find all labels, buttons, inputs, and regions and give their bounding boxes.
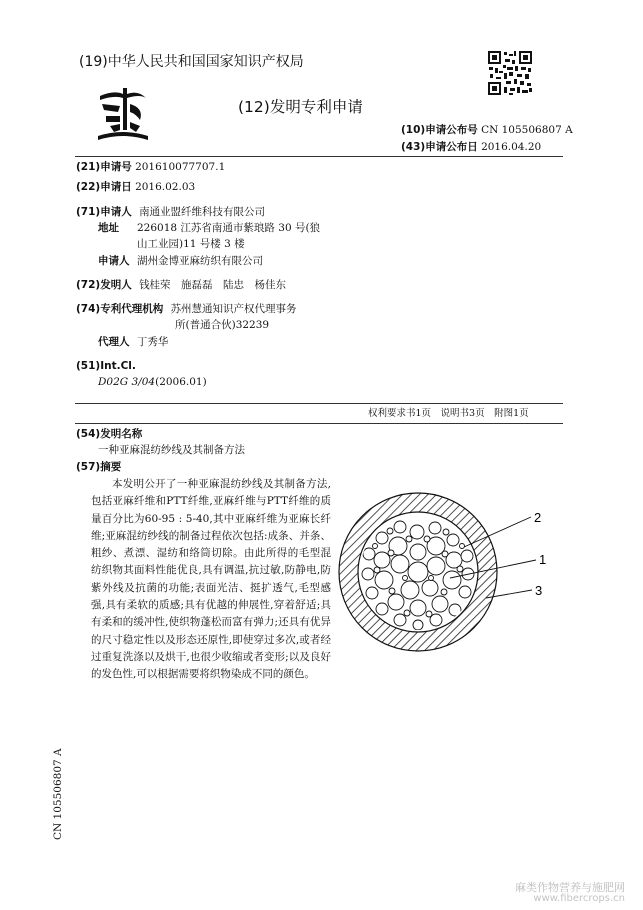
agent-line <box>98 335 168 349</box>
application-number: 201610077707.1 <box>135 161 226 173</box>
application-date-line <box>76 180 195 194</box>
application-number-label: (21)申请号 <box>76 161 132 173</box>
applicant2: 湖州金博亚麻纺织有限公司 <box>137 255 263 267</box>
publication-number-label: (10)申请公布号 <box>401 124 478 136</box>
application-date: 2016.02.03 <box>135 181 196 193</box>
application-number-line <box>76 160 225 174</box>
address-label: 地址 <box>98 222 119 234</box>
side-publication-number: CN 105506807 A <box>52 748 64 840</box>
publication-date-line <box>401 140 541 154</box>
document-type: (12)发明专利申请 <box>238 98 363 116</box>
address-line2: 山工业园)11 号楼 3 楼 <box>137 238 245 250</box>
watermark-site-name: 麻类作物营养与施肥网 <box>515 881 625 894</box>
abstract-label: (57)摘要 <box>76 461 122 473</box>
applicant2-label: 申请人 <box>98 255 130 267</box>
figure-label-2: 2 <box>534 510 542 525</box>
inventors-line <box>76 278 286 292</box>
applicant1-label: (71)申请人 <box>76 206 132 218</box>
publication-number-line <box>401 123 573 137</box>
agent: 丁秀华 <box>136 336 169 348</box>
intcl-label: (51)Int.Cl. <box>76 360 136 372</box>
applicant1-line <box>76 205 265 219</box>
intcl-line <box>98 375 207 389</box>
office-name: (19)中华人民共和国国家知识产权局 <box>79 54 304 70</box>
summary-divider <box>75 423 563 424</box>
agency-line2: 所(普通合伙)32239 <box>175 319 270 331</box>
agency-line1: 苏州慧通知识产权代理事务 <box>170 303 297 315</box>
agent-label: 代理人 <box>98 336 130 348</box>
inventors: 钱桂荣 施磊磊 陆忠 杨佳东 <box>139 279 287 291</box>
agency-line <box>76 302 297 316</box>
fiber-bundle <box>362 521 474 630</box>
qr-code <box>487 50 533 96</box>
publication-date: 2016.04.20 <box>481 141 542 153</box>
biblio-divider <box>75 403 563 404</box>
intcl-code: D02G 3/04 <box>98 376 156 388</box>
title-label: (54)发明名称 <box>76 428 143 440</box>
publication-date-label: (43)申请公布日 <box>401 141 478 153</box>
cnipa-logo <box>96 86 150 142</box>
header-divider <box>75 156 563 157</box>
figure-label-1: 1 <box>539 552 547 567</box>
publication-number: CN 105506807 A <box>481 124 573 136</box>
watermark-url: www.fibercrops.cn <box>533 893 625 904</box>
agency-label: (74)专利代理机构 <box>76 303 164 315</box>
inventors-label: (72)发明人 <box>76 279 132 291</box>
application-date-label: (22)申请日 <box>76 181 132 193</box>
invention-title: 一种亚麻混纺纱线及其制备方法 <box>98 444 245 456</box>
figure-label-3: 3 <box>535 583 543 598</box>
abstract-text: 本发明公开了一种亚麻混纺纱线及其制备方法,包括亚麻纤维和PTT纤维,亚麻纤维与PTT纤维的质量百分比为60-95 : 5-40,其中亚麻纤维为亚麻长纤维;亚麻混纺纱线的制备过程依次包括:成条、并条、粗纱、煮漂、湿纺和络筒切除。由此所得的毛型混纺织物其面料性能优良,具有调温,抗过敏,防静电,防紫外线及抗菌的功能;表面光洁、挺扩透气,毛型感强,具有柔软的质感;具有优越的伸展性,穿着舒适;具有柔和的缓冲性,使织物蓬松而富有弹力;还具有优异的尺寸稳定性以及形态还原性,即使穿过多次,或者经过重复洗涤以及烘干,也很少收缩或者变形;以及良好的发色性,可以根据需要将织物染成不同的颜色。 <box>91 478 331 681</box>
applicant1: 南通业盟纤维科技有限公司 <box>139 206 266 218</box>
address-line1: 226018 江苏省南通市紫琅路 30 号(狼 <box>137 222 321 234</box>
yarn-cross-section-figure <box>338 482 563 672</box>
pages-summary: 权利要求书1页 说明书3页 附图1页 <box>368 408 529 419</box>
intcl-date: (2006.01) <box>155 376 207 388</box>
